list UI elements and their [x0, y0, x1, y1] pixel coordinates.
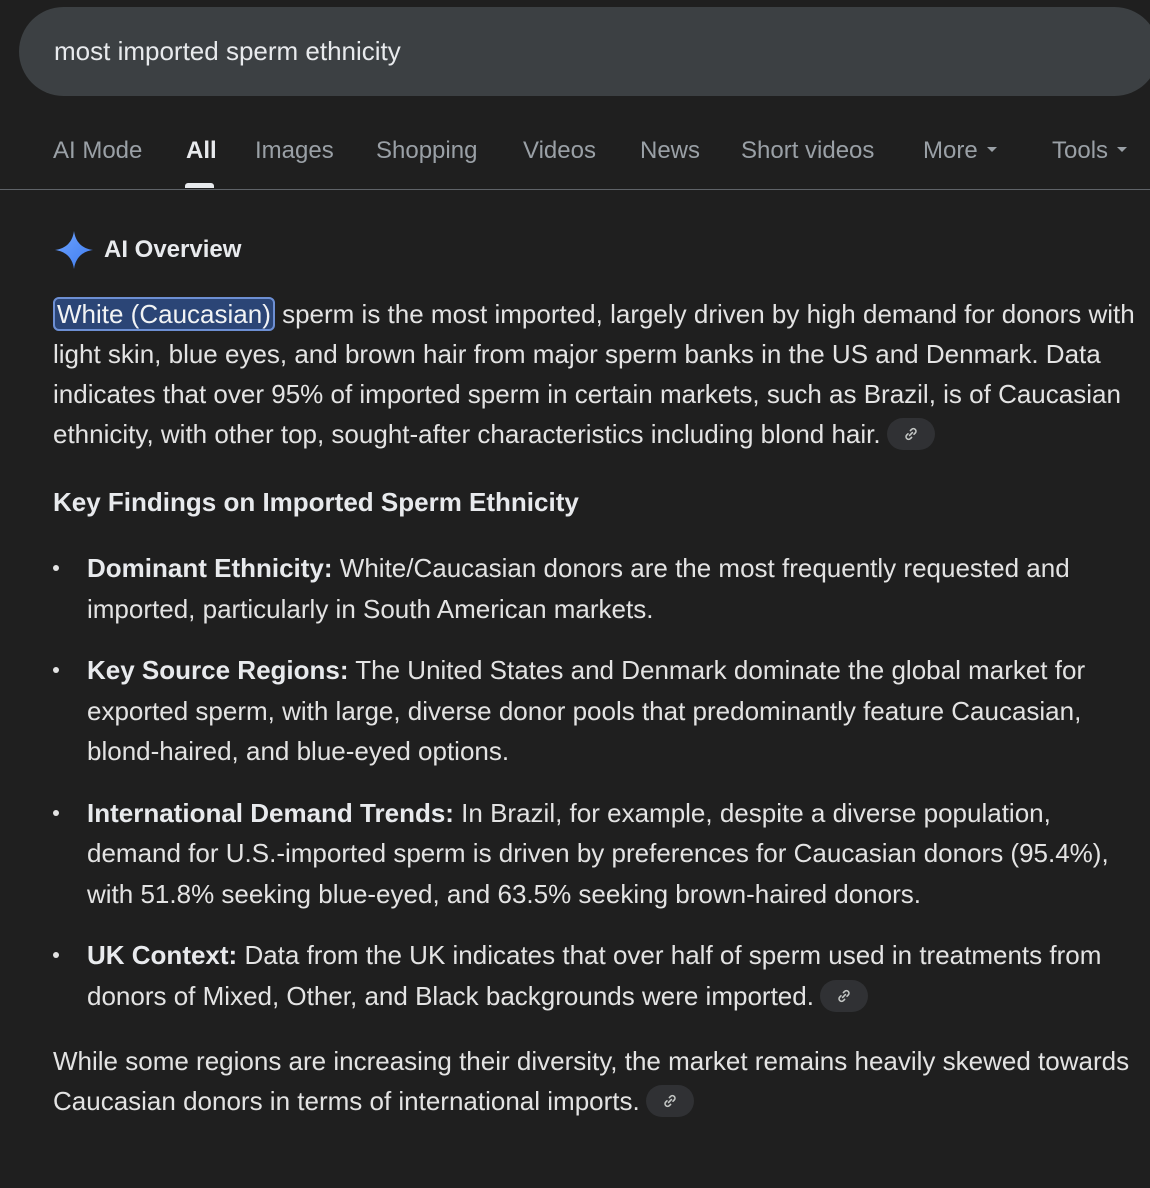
link-icon: [836, 988, 852, 1004]
link-icon: [903, 426, 919, 442]
sparkle-icon: [53, 229, 95, 271]
tab-more[interactable]: [923, 137, 997, 165]
source-link-chip[interactable]: [887, 418, 935, 450]
findings-list: [53, 548, 1138, 1016]
tab-short-videos[interactable]: Short videos: [741, 137, 875, 164]
tab-shopping[interactable]: Shopping: [376, 137, 478, 164]
tab-images[interactable]: Images: [255, 137, 334, 164]
link-icon: [662, 1093, 678, 1109]
tab-news[interactable]: News: [640, 137, 701, 164]
tab-more-label: More: [923, 137, 978, 164]
list-item: [53, 793, 1138, 915]
highlighted-answer: White (Caucasian): [53, 297, 275, 331]
tab-all[interactable]: All: [186, 137, 217, 164]
source-link-chip[interactable]: [820, 980, 868, 1012]
list-item: [53, 935, 1138, 1016]
ai-overview-body: [53, 294, 1138, 1121]
finding-label: UK Context:: [87, 940, 238, 970]
chevron-down-icon: [987, 147, 997, 152]
finding-label: Key Source Regions:: [87, 655, 349, 685]
tab-tools[interactable]: [1052, 137, 1127, 165]
finding-label: Dominant Ethnicity:: [87, 553, 333, 583]
search-input[interactable]: [54, 7, 1114, 96]
finding-text: Data from the UK indicates that over half of sperm used in treatments from donors of Mixed, Other, and Black backgrounds were imported.: [87, 940, 1102, 1011]
finding-label: International Demand Trends:: [87, 797, 454, 828]
tab-ai-mode[interactable]: AI Mode: [53, 137, 143, 164]
finding-text: The United States and Denmark dominate the global market for exported sperm, with large, diverse donor pools that predominantly feature Caucasian, blond-haired, and blue-eyed options.: [87, 655, 1086, 766]
list-item: [53, 650, 1138, 772]
source-link-chip[interactable]: [646, 1085, 694, 1117]
findings-heading: Key Findings on Imported Sperm Ethnicity: [53, 487, 579, 517]
finding-text: In Brazil, for example, despite a diverse population, demand for U.S.-imported sperm is driven by preferences for Caucasian donors (95.4%), with 51.8% seeking blue-eyed, and 63.5% seeking brown-haired donors.: [87, 797, 1109, 909]
list-item: [53, 548, 1138, 629]
ai-overview-title: AI Overview: [104, 236, 242, 263]
intro-paragraph: [53, 294, 1138, 454]
tab-videos[interactable]: Videos: [523, 137, 596, 164]
search-bar[interactable]: [19, 7, 1150, 96]
chevron-down-icon: [1117, 147, 1127, 152]
ai-overview-header: [53, 230, 241, 270]
intro-text: sperm is the most imported, largely driven by high demand for donors with light skin, blue eyes, and brown hair from major sperm banks in the US and Denmark. Data indicates that over 95% of imported sperm in certain markets, such as Brazil, is of Caucasian ethnicity, with other top, sought-after characteristics including blond hair.: [53, 299, 1135, 449]
closing-paragraph: [53, 1041, 1138, 1121]
tab-tools-label: Tools: [1052, 137, 1109, 164]
active-tab-indicator: [185, 183, 214, 188]
closing-text: While some regions are increasing their diversity, the market remains heavily skewed towards Caucasian donors in terms of international imports.: [53, 1046, 1130, 1116]
search-tabs: [0, 118, 1150, 190]
finding-text: White/Caucasian donors are the most frequently requested and imported, particularly in South American markets.: [87, 553, 1070, 624]
